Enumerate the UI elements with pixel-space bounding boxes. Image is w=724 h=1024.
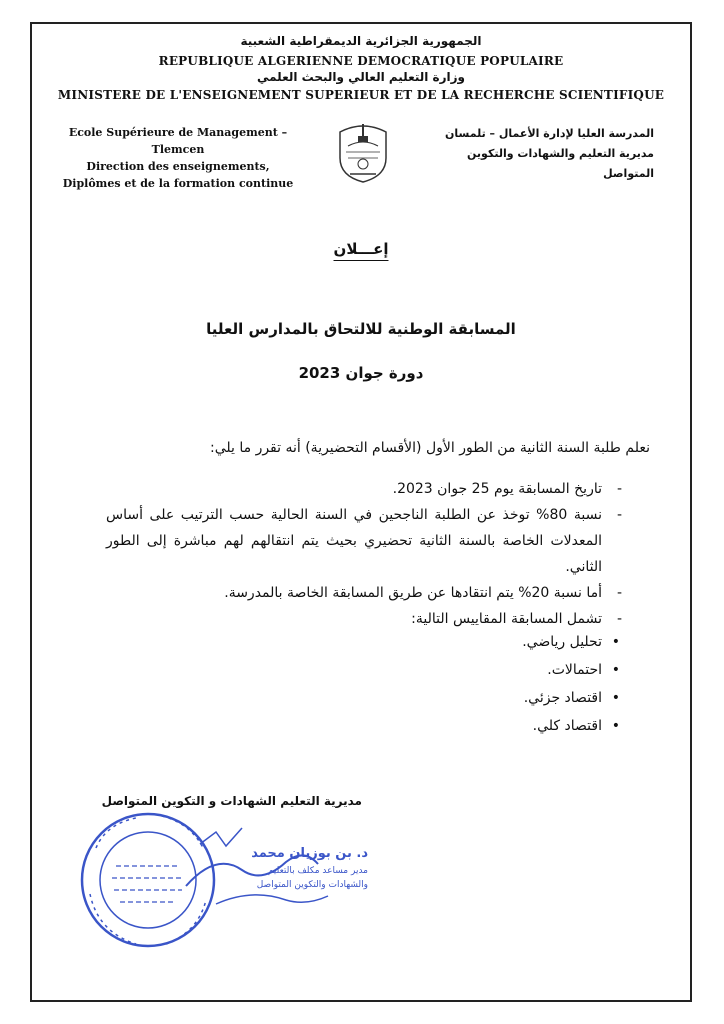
subject-item: • اقتصاد كلي. bbox=[532, 718, 620, 734]
announcement-title: المسابقة الوطنية للالتحاق بالمدارس العليا bbox=[206, 320, 516, 338]
school-fr-line1: Ecole Supérieure de Management –Tlemcen bbox=[68, 126, 288, 156]
announcement-heading-text: إعـــلان bbox=[333, 240, 389, 258]
points-list bbox=[106, 476, 626, 632]
school-fr-line2: Direction des enseignements, bbox=[86, 160, 270, 173]
republic-fr: REPUBLIQUE ALGERIENNE DEMOCRATIQUE POPULAIRE bbox=[158, 54, 564, 68]
school-fr-block bbox=[48, 124, 308, 192]
subject-item: • تحليل رياضي. bbox=[522, 634, 620, 650]
republic-ar: الجمهورية الجزائرية الديمقراطية الشعبية bbox=[240, 34, 482, 48]
subject-item: • احتمالات. bbox=[547, 662, 620, 678]
school-ar-line2: مديرية التعليم والشهادات والتكوين bbox=[467, 147, 654, 160]
signature-name: د. بن بوزيان محمد bbox=[251, 846, 368, 861]
subject-item: • اقتصاد جزئي. bbox=[523, 690, 620, 706]
school-ar-line1: المدرسة العليا لإدارة الأعمال – تلمسان bbox=[445, 127, 654, 140]
point-item: - تاريخ المسابقة يوم 25 جوان 2023. bbox=[392, 481, 622, 497]
ministry-ar: وزارة التعليم العالي والبحث العلمي bbox=[256, 70, 466, 84]
signature-title: مديرية التعليم الشهادات و التكوين المتواصل bbox=[101, 794, 362, 808]
school-emblem-icon bbox=[332, 118, 394, 184]
school-ar-line3: المتواصل bbox=[603, 167, 654, 180]
point-item: - نسبة 80% توخذ عن الطلبة الناجحين في السنة الحالية حسب الترتيب على أساس المعدلات الخاصة بالسنة الثانية تحضيري بحيث يتم انتقالهم لهم مباشرة إلى الطور الثاني. bbox=[106, 507, 622, 575]
ministry-fr: MINISTERE DE L'ENSEIGNEMENT SUPERIEUR ET DE LA RECHERCHE SCIENTIFIQUE bbox=[57, 88, 665, 102]
document-frame bbox=[30, 22, 692, 1002]
subjects-list bbox=[326, 628, 626, 740]
announcement-heading bbox=[32, 240, 690, 258]
signature-role-line1: مدير مساعد مكلف بالتعليم bbox=[267, 866, 368, 876]
school-ar-block bbox=[424, 124, 654, 184]
signature-role-line2: والشهادات والتكوين المتواصل bbox=[256, 880, 368, 890]
point-item: - أما نسبة 20% يتم انتقادها عن طريق المسابقة الخاصة بالمدرسة. bbox=[224, 585, 622, 601]
point-item: - تشمل المسابقة المقاييس التالية: bbox=[411, 611, 622, 627]
school-fr-line3: Diplômes et de la formation continue bbox=[62, 177, 294, 190]
announcement-intro: نعلم طلبة السنة الثانية من الطور الأول (الأقسام التحضيرية) أنه تقرر ما يلي: bbox=[209, 440, 650, 456]
announcement-session: دورة جوان 2023 bbox=[298, 364, 424, 382]
